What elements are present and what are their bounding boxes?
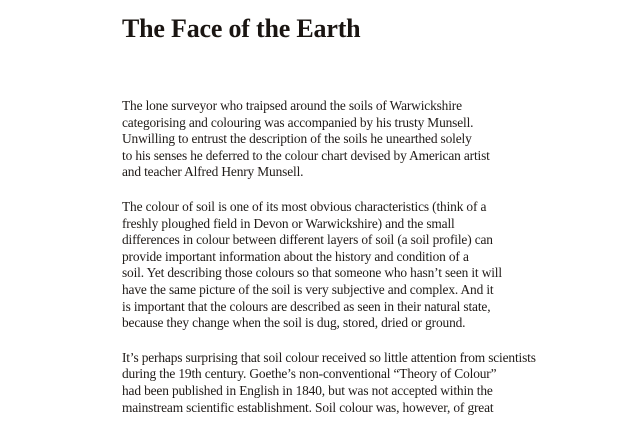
text-line: had been published in English in 1840, but was not accepted within the xyxy=(122,382,493,398)
text-line: and teacher Alfred Henry Munsell. xyxy=(122,164,304,180)
text-line: soil. Yet describing those colours so that someone who hasn’t seen it will xyxy=(122,265,502,281)
text-line: because they change when the soil is dug, stored, dried or ground. xyxy=(122,315,466,331)
page-title: The Face of the Earth xyxy=(122,14,361,43)
document-body xyxy=(122,98,552,434)
text-line: The lone surveyor who traipsed around the soils of Warwickshire xyxy=(122,98,462,113)
text-line: freshly ploughed field in Devon or Warwickshire) and the small xyxy=(122,215,455,231)
text-line: is important that the colours are described as seen in their natural state, xyxy=(122,298,491,314)
paragraph-3 xyxy=(122,350,552,416)
text-line: during the 19th century. Goethe’s non-conventional “Theory of Colour” xyxy=(122,366,497,382)
text-line: Unwilling to entrust the description of the soils he unearthed solely xyxy=(122,131,472,147)
paragraph-1 xyxy=(122,98,552,181)
text-line: to his senses he deferred to the colour chart devised by American artist xyxy=(122,147,490,163)
text-line: have the same picture of the soil is very subjective and complex. And it xyxy=(122,281,494,297)
text-line: provide important information about the history and condition of a xyxy=(122,248,469,264)
paragraph-2 xyxy=(122,199,552,332)
text-line: categorising and colouring was accompanied by his trusty Munsell. xyxy=(122,114,474,130)
text-line: The colour of soil is one of its most obvious characteristics (think of a xyxy=(122,198,487,214)
text-line: It’s perhaps surprising that soil colour received so little attention from scientists xyxy=(122,349,536,365)
text-line: differences in colour between different layers of soil (a soil profile) can xyxy=(122,232,493,248)
text-line: mainstream scientific establishment. Soil colour was, however, of great xyxy=(122,399,494,415)
